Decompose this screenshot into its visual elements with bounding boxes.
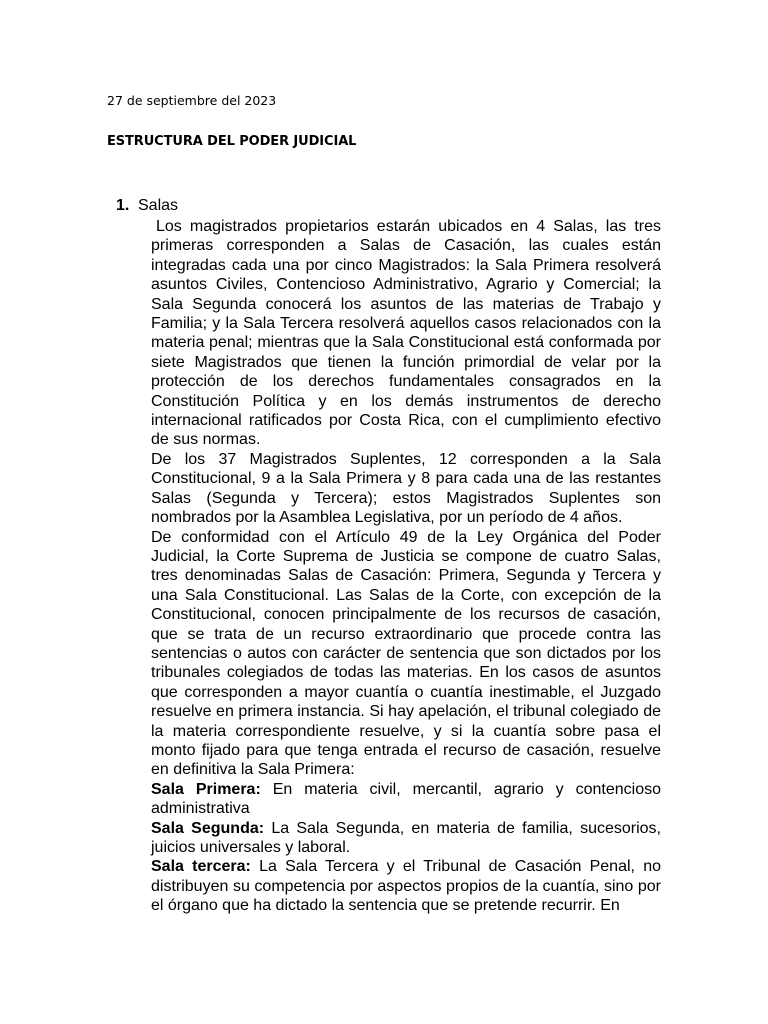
sala-segunda-text: La Sala Segunda, en materia de familia, sucesorios, juicios universales y laboral. [151,819,661,856]
section-number: 1. [116,197,130,214]
paragraph: De los 37 Magistrados Suplentes, 12 corresponden a la Sala Constitucional, 9 a la Sala Primera y 8 para cada una de las restantes Salas (Segunda y Tercera); estos Magistrados Suplentes son nombrados por la Asamblea Legislativa, por un período de 4 años. [151,450,661,527]
sala-tercera-term: Sala tercera: [151,858,251,876]
document-title: ESTRUCTURA DEL PODER JUDICIAL [107,134,357,149]
sala-tercera-text: La Sala Tercera y el Tribunal de Casación Penal, no distribuyen su competencia por aspectos propios de la cuantía, sino por el órgano que ha dictado la sentencia que se pretende recurrir. En [151,858,662,915]
sala-primera-term: Sala Primera: [151,780,261,798]
sala-tercera-entry [151,857,661,915]
sala-primera-text: En materia civil, mercantil, agrario y contencioso administrativa [151,780,662,818]
section-body [151,217,661,916]
sala-primera-entry [151,780,661,819]
section-heading [116,196,178,216]
section-title: Salas [138,197,179,214]
sala-segunda-term: Sala Segunda: [151,819,265,837]
paragraph: De conformidad con el Artículo 49 de la Ley Orgánica del Poder Judicial, la Corte Suprema de Justicia se compone de cuatro Salas, tres denominadas Salas de Casación: Primera, Segunda y Tercera y una Sala Constitucional. Las Salas de la Corte, con excepción de la Constitucional, conocen principalmente de los recursos de casación, que se trata de un recurso extraordinario que procede contra las sentencias o autos con carácter de sentencia que son dictados por los tribunales colegiados de todas las materias. En los casos de asuntos que corresponden a mayor cuantía o cuantía inestimable, el Juzgado resuelve en primera instancia. Si hay apelación, el tribunal colegiado de la materia correspondiente resuelve, y si la cuantía sobre pasa el monto fijado para que tenga entrada el recurso de casación, resuelve en definitiva la Sala Primera: [151,528,661,779]
document-date: 27 de septiembre del 2023 [107,93,277,108]
paragraph: Los magistrados propietarios estarán ubicados en 4 Salas, las tres primeras corresponden a Salas de Casación, las cuales están integradas cada una por cinco Magistrados: la Sala Primera resolverá asuntos Civiles, Contencioso Administrativo, Agrario y Comercial; la Sala Segunda conocerá los asuntos de las materias de Trabajo y Familia; y la Sala Tercera resolverá aquellos casos relacionados con la materia penal; mientras que la Sala Constitucional está conformada por siete Magistrados que tienen la función primordial de velar por la protección de los derechos fundamentales consagrados en la Constitución Política y en los demás instrumentos de derecho internacional ratificados por Costa Rica, con el cumplimiento efectivo de sus normas. [151,218,661,449]
sala-segunda-entry [151,819,661,858]
